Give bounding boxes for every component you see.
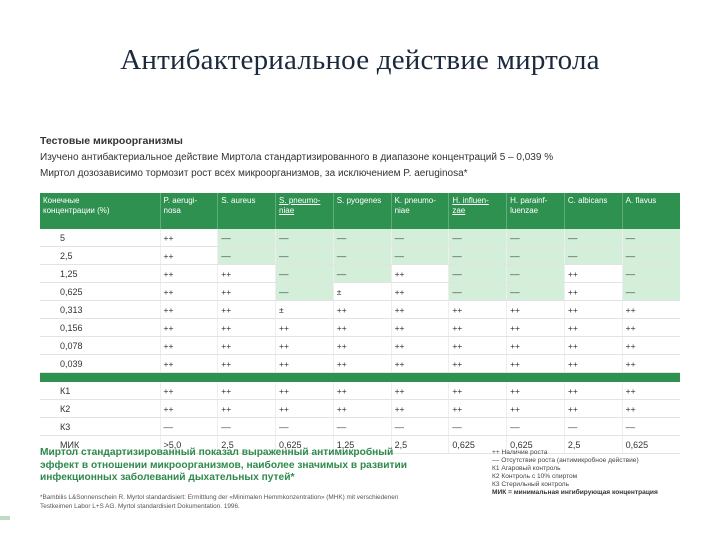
- table-cell: ++: [564, 265, 622, 283]
- table-cell: ––: [507, 247, 565, 265]
- header-a-flavus: A. flavus: [622, 193, 680, 229]
- table-cell: ++: [564, 355, 622, 373]
- header-k-pneumoniae: K. pneumo- niae: [391, 193, 449, 229]
- table-cell: ++: [564, 337, 622, 355]
- decorative-bar: [0, 516, 10, 520]
- table-cell: ––: [391, 229, 449, 247]
- header-h-influenzae: H. influen- zae: [449, 193, 507, 229]
- row-label: К3: [40, 418, 160, 436]
- table-cell: ++: [449, 337, 507, 355]
- table-cell: ++: [160, 301, 218, 319]
- table-cell: ++: [564, 400, 622, 418]
- legend-item: К3 Стерильный контроль: [492, 481, 570, 488]
- header-c-albicans: C. albicans: [564, 193, 622, 229]
- table-cell: ++: [276, 337, 334, 355]
- table-cell: ++: [391, 355, 449, 373]
- footnote-line: *Bambilis L&Sonnenschein R. Myrtol standardisiert: Ermittlung der «Minimalen Hemmkonzentration» (MHK) mit verschiedenen: [40, 494, 399, 501]
- table-cell: ++: [218, 301, 276, 319]
- control-row: [40, 382, 680, 400]
- table-cell: 2,5: [391, 436, 449, 454]
- header-p-aeruginosa: P. aerugi- nosa: [160, 193, 218, 229]
- table-row: [40, 229, 680, 247]
- table-cell: ++: [391, 382, 449, 400]
- table-cell: ++: [391, 265, 449, 283]
- table-row: [40, 265, 680, 283]
- table-cell: ––: [564, 229, 622, 247]
- table-cell: ++: [564, 301, 622, 319]
- table-cell: ++: [622, 301, 680, 319]
- table-cell: ++: [276, 355, 334, 373]
- table-cell: ++: [507, 337, 565, 355]
- row-label: 0,078: [40, 337, 160, 355]
- row-label: 0,039: [40, 355, 160, 373]
- table-cell: ++: [449, 301, 507, 319]
- table-cell: ++: [160, 382, 218, 400]
- table-cell: 0,625: [622, 436, 680, 454]
- table-cell: ––: [507, 418, 565, 436]
- row-label: 0,625: [40, 283, 160, 301]
- table-cell: ––: [276, 283, 334, 301]
- table-cell: ++: [449, 319, 507, 337]
- table-cell: ++: [218, 283, 276, 301]
- table-cell: ––: [564, 418, 622, 436]
- table-cell: ––: [276, 265, 334, 283]
- table-cell: ++: [218, 355, 276, 373]
- table-cell: 2,5: [218, 436, 276, 454]
- legend-item: –– Отсутствие роста (антимикробное действие): [492, 457, 639, 464]
- row-label: 1,25: [40, 265, 160, 283]
- table-row: [40, 283, 680, 301]
- table-cell: ++: [507, 400, 565, 418]
- row-label: 0,313: [40, 301, 160, 319]
- table-cell: ++: [391, 319, 449, 337]
- row-label: К2: [40, 400, 160, 418]
- intro-text: [40, 150, 680, 182]
- table-cell: ––: [507, 265, 565, 283]
- table-cell: ++: [564, 382, 622, 400]
- table-row: [40, 355, 680, 373]
- legend-item: МИК = минимальная ингибирующая концентрация: [492, 489, 658, 496]
- table-cell: ++: [276, 400, 334, 418]
- table-cell: ++: [507, 319, 565, 337]
- table-cell: ++: [449, 355, 507, 373]
- table-cell: ––: [622, 283, 680, 301]
- table-cell: ++: [160, 400, 218, 418]
- table-cell: ++: [564, 319, 622, 337]
- table-row: [40, 247, 680, 265]
- table-cell: ++: [564, 283, 622, 301]
- table-cell: ++: [622, 319, 680, 337]
- footnote-line: Testkeimen Labor L+S AG. Myrtol standardisiert Dokumentation. 1996.: [40, 502, 240, 510]
- table-cell: ++: [218, 400, 276, 418]
- control-row: [40, 400, 680, 418]
- table-cell: ++: [276, 382, 334, 400]
- table-cell: ++: [160, 247, 218, 265]
- table-cell: ––: [276, 418, 334, 436]
- table-cell: ++: [391, 400, 449, 418]
- table-cell: ––: [507, 229, 565, 247]
- table-cell: ++: [449, 382, 507, 400]
- table-cell: ±: [333, 283, 391, 301]
- row-label: К1: [40, 382, 160, 400]
- summary-line: эффект в отношении микроорганизмов, наиболее значимых в развитии: [40, 459, 408, 471]
- table-cell: 2,5: [564, 436, 622, 454]
- table-cell: ++: [333, 301, 391, 319]
- row-label: 0,156: [40, 319, 160, 337]
- table-cell: ––: [449, 283, 507, 301]
- table-cell: ++: [160, 337, 218, 355]
- table-cell: ––: [449, 229, 507, 247]
- table-cell: ––: [333, 247, 391, 265]
- table-cell: ++: [333, 319, 391, 337]
- table-cell: ++: [160, 283, 218, 301]
- table-cell: ++: [622, 337, 680, 355]
- table-cell: ++: [160, 265, 218, 283]
- table-cell: ++: [160, 355, 218, 373]
- table-cell: ––: [333, 265, 391, 283]
- summary-line: инфекционных заболеваний дыхательных путей*: [40, 472, 295, 483]
- table-cell: ––: [218, 229, 276, 247]
- row-label: 5: [40, 229, 160, 247]
- header-s-pyogenes: S. pyogenes: [333, 193, 391, 229]
- table-cell: ––: [449, 418, 507, 436]
- table-cell: >5,0: [160, 436, 218, 454]
- results-table: [40, 193, 680, 454]
- legend-item: К1 Агаровый контроль: [492, 465, 561, 472]
- table-cell: ±: [276, 301, 334, 319]
- table-cell: ––: [160, 418, 218, 436]
- table-cell: ––: [564, 247, 622, 265]
- intro-line: Изучено антибактериальное действие Миртола стандартизированного в диапазоне концентраций 5 – 0,039 %: [40, 152, 554, 163]
- table-cell: ++: [622, 382, 680, 400]
- table-cell: ++: [333, 382, 391, 400]
- header-concentration: Конечные концентрации (%): [40, 193, 160, 229]
- table-cell: ++: [333, 337, 391, 355]
- footnote: [40, 494, 480, 511]
- summary-text: [40, 447, 480, 485]
- table-cell: ++: [218, 319, 276, 337]
- table-cell: ––: [622, 229, 680, 247]
- header-h-parainfluenzae: H. parainf- luenzae: [507, 193, 565, 229]
- table-row: [40, 337, 680, 355]
- table-cell: ++: [333, 355, 391, 373]
- row-label: 2,5: [40, 247, 160, 265]
- section-title: Тестовые микроорганизмы: [40, 135, 183, 147]
- table-cell: ––: [333, 418, 391, 436]
- table-cell: ––: [218, 418, 276, 436]
- table-cell: ––: [622, 418, 680, 436]
- table-cell: ––: [333, 229, 391, 247]
- table-separator: [40, 373, 680, 383]
- table-cell: ––: [622, 247, 680, 265]
- table-header-row: [40, 193, 680, 229]
- row-label: МИК: [40, 436, 160, 454]
- table-cell: ++: [622, 355, 680, 373]
- table-cell: ––: [449, 265, 507, 283]
- summary-line: Миртол стандартизированный показал выраженный антимикробный: [40, 447, 394, 458]
- table-cell: ––: [391, 247, 449, 265]
- table-cell: ––: [449, 247, 507, 265]
- intro-line: Миртол дозозависимо тормозит рост всех микроорганизмов, за исключением P. aeruginosa*: [40, 168, 468, 179]
- control-row: [40, 418, 680, 436]
- table-cell: ––: [276, 229, 334, 247]
- legend: [492, 449, 692, 497]
- table-cell: ––: [622, 265, 680, 283]
- table-cell: ++: [507, 355, 565, 373]
- table-cell: ––: [218, 247, 276, 265]
- table-cell: ++: [160, 229, 218, 247]
- table-cell: ++: [218, 337, 276, 355]
- table-cell: ++: [160, 319, 218, 337]
- table-cell: ++: [507, 301, 565, 319]
- table-cell: ++: [622, 400, 680, 418]
- table-row: [40, 319, 680, 337]
- table-cell: ++: [218, 382, 276, 400]
- table-cell: ––: [276, 247, 334, 265]
- table-cell: 0,625: [507, 436, 565, 454]
- table-cell: 0,625: [276, 436, 334, 454]
- table-cell: 1,25: [333, 436, 391, 454]
- table-row: [40, 301, 680, 319]
- header-s-aureus: S. aureus: [218, 193, 276, 229]
- legend-item: К2 Контроль с 10% спиртом: [492, 473, 578, 480]
- legend-item: ++ Наличие роста: [492, 449, 548, 456]
- table-cell: ++: [391, 283, 449, 301]
- table-cell: ––: [391, 418, 449, 436]
- header-s-pneumoniae: S. pneumo- niae: [276, 193, 334, 229]
- table-cell: ++: [333, 400, 391, 418]
- table-cell: ++: [276, 319, 334, 337]
- table-cell: ++: [218, 265, 276, 283]
- table-cell: ––: [507, 283, 565, 301]
- table-cell: ++: [507, 382, 565, 400]
- table-cell: ++: [449, 400, 507, 418]
- table-cell: ++: [391, 337, 449, 355]
- slide-title: Антибактериальное действие миртола: [120, 44, 600, 76]
- table-cell: 0,625: [449, 436, 507, 454]
- table-cell: ++: [391, 301, 449, 319]
